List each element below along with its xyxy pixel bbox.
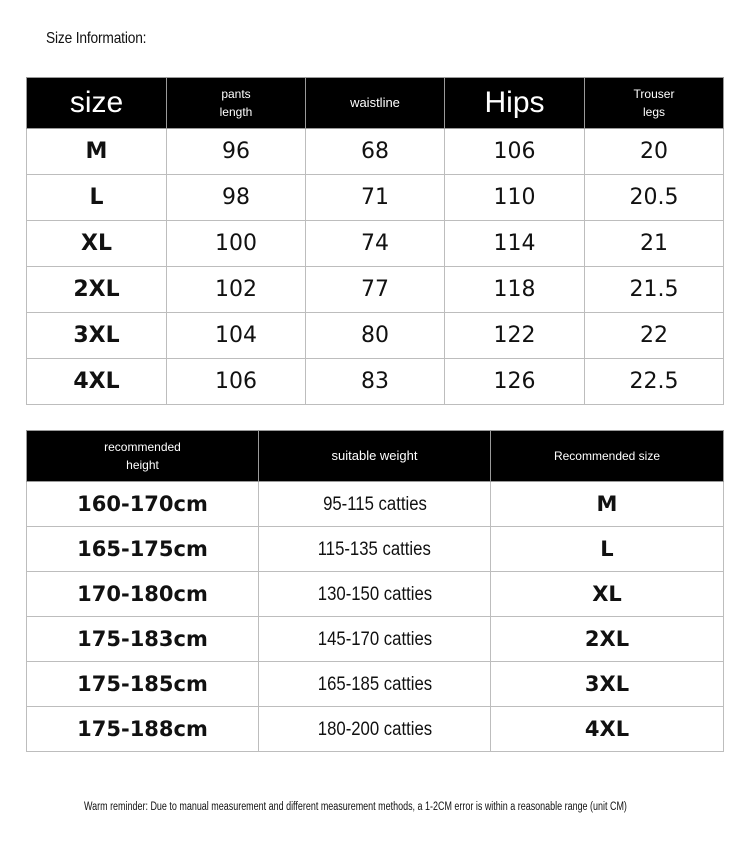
height-cell: 175-183cm [27,617,259,662]
weight-cell: 180-200 catties [259,707,491,752]
waistline-cell: 80 [306,313,445,359]
height-cell: 160-170cm [27,482,259,527]
waistline-cell: 83 [306,359,445,405]
hips-cell: 114 [445,221,585,267]
recommended-size-cell: 4XL [491,707,724,752]
header-recommended-height: recommended height [27,431,259,482]
table-row [27,527,724,572]
height-cell: 165-175cm [27,527,259,572]
table-row [27,572,724,617]
height-cell: 175-188cm [27,707,259,752]
recommended-size-cell: XL [491,572,724,617]
pants-length-cell: 102 [167,267,306,313]
pants-length-cell: 98 [167,175,306,221]
waistline-cell: 68 [306,129,445,175]
table-row [27,482,724,527]
hips-cell: 110 [445,175,585,221]
size-table-header [27,78,724,129]
header-waistline: waistline [306,78,445,129]
hips-cell: 126 [445,359,585,405]
pants-length-cell: 100 [167,221,306,267]
weight-cell: 165-185 catties [259,662,491,707]
table-row [27,129,724,175]
trouser-legs-cell: 22.5 [585,359,724,405]
size-cell: L [27,175,167,221]
warm-reminder-note: Warm reminder: Due to manual measurement and different measurement methods, a 1-2CM error is within a reasonable range (unit CM) [84,801,627,813]
weight-cell: 115-135 catties [259,527,491,572]
hips-cell: 106 [445,129,585,175]
recommendation-table-header [27,431,724,482]
waistline-cell: 71 [306,175,445,221]
pants-length-cell: 104 [167,313,306,359]
size-cell: 3XL [27,313,167,359]
header-pants-length: pants length [167,78,306,129]
recommended-size-cell: 3XL [491,662,724,707]
header-suitable-weight: suitable weight [259,431,491,482]
waistline-cell: 77 [306,267,445,313]
trouser-legs-cell: 20 [585,129,724,175]
table-row [27,707,724,752]
recommended-size-cell: L [491,527,724,572]
pants-length-cell: 106 [167,359,306,405]
size-table [26,77,724,405]
header-size: size [27,78,167,129]
table-row [27,175,724,221]
size-cell: 4XL [27,359,167,405]
table-row [27,221,724,267]
size-cell: XL [27,221,167,267]
waistline-cell: 74 [306,221,445,267]
table-row [27,359,724,405]
page-title: Size Information: [46,30,147,47]
weight-cell: 145-170 catties [259,617,491,662]
size-cell: M [27,129,167,175]
hips-cell: 118 [445,267,585,313]
size-cell: 2XL [27,267,167,313]
table-row [27,267,724,313]
weight-cell: 95-115 catties [259,482,491,527]
header-hips: Hips [445,78,585,129]
hips-cell: 122 [445,313,585,359]
height-cell: 175-185cm [27,662,259,707]
height-cell: 170-180cm [27,572,259,617]
header-recommended-size: Recommended size [491,431,724,482]
header-trouser-legs: Trouser legs [585,78,724,129]
table-row [27,313,724,359]
table-row [27,617,724,662]
trouser-legs-cell: 22 [585,313,724,359]
trouser-legs-cell: 21 [585,221,724,267]
recommendation-table [26,430,724,752]
trouser-legs-cell: 20.5 [585,175,724,221]
recommended-size-cell: 2XL [491,617,724,662]
trouser-legs-cell: 21.5 [585,267,724,313]
recommended-size-cell: M [491,482,724,527]
weight-cell: 130-150 catties [259,572,491,617]
table-row [27,662,724,707]
pants-length-cell: 96 [167,129,306,175]
